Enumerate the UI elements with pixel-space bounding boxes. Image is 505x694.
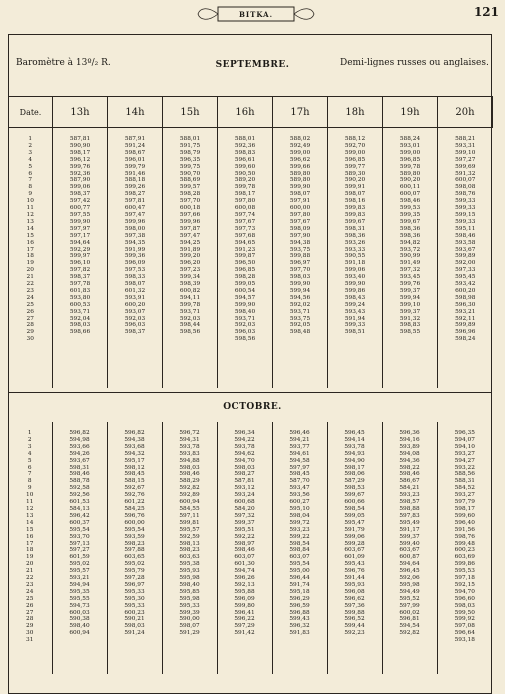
value-column: 587,81 590,90 598,17 596,12 599,76 592,36 587,90 599,06 598,37 597,42 600,77 597,55 599,90 597,97 597,17 594,64 592,29 599,97 596,10 597,82 598,37 597,78 601,83 593,80 600,53 593,71 592,04 598,03 598,66 <box>53 128 108 389</box>
page-number: 121 <box>473 5 499 19</box>
value-column: 588,02 592,49 599,00 596,62 599,66 589,80 589,80 599,90 598,07 597,91 600,00 597,80 597,67 598,09 597,90 594,38 593,75 599,88 596,97 597,70 598,03 599,90 599,94 594,56 592,02 593,71 593,75 592,05 598,48 <box>273 128 328 389</box>
hour-header: 17h <box>273 97 328 128</box>
value-column: 596,82 594,38 593,68 594,32 595,17 598,12 598,45 588,15 592,67 592,76 601,22 584,25 596,76 600,00 595,54 593,59 598,23 597,88 603,65 595,02 595,79 597,28 596,97 595,33 595,30 595,33 600,23 590,21 598,03 591,24 <box>107 422 162 674</box>
value-column: 588,12 592,70 599,00 596,85 599,77 589,30 590,20 599,91 598,07 598,16 599,83 599,83 599,67 598,31 598,36 593,26 593,33 590,55 591,18 599,06 593,40 599,90 599,86 598,43 599,24 593,43 591,94 599,33 598,51 <box>328 128 383 389</box>
value-column: 596,82 594,98 593,66 594,26 593,67 598,31 598,46 588,78 592,58 592,56 601,53 584,13 596,42 600,37 595,54 593,70 597,13 597,27 601,59 595,02 595,57 593,21 594,94 595,35 595,55 594,73 600,03 590,38 598,40 600,94 <box>52 422 107 674</box>
value-column: 588,01 591,75 598,79 596,35 599,75 590,70 588,69 599,57 598,28 597,70 600,18 597,66 599,96 597,87 597,47 594,25 591,89 599,20 596,20 597,23 599,34 598,39 600,82 594,11 599,78 593,71 592,03 598,44 598,56 <box>163 128 218 389</box>
value-column: 587,91 591,24 598,67 596,01 599,79 591,46 588,18 599,26 598,27 597,81 600,47 597,47 599,96 598,00 597,38 594,35 591,99 599,36 596,09 597,53 598,33 598,07 601,32 593,91 600,20 593,07 592,03 596,03 598,37 <box>108 128 163 389</box>
hour-header: 13h <box>53 97 108 128</box>
section-divider <box>8 392 492 393</box>
banner-title: BITKA. <box>238 10 274 19</box>
month-title: OCTOBRE. <box>223 402 282 412</box>
barometer-table <box>8 422 492 674</box>
value-column: 596,46 594,21 593,77 594,61 594,58 597,97 598,45 587,70 593,47 593,56 600,27 595,10 598,04 599,72 593,23 599,22 598,54 598,84 603,07 595,54 595,00 596,44 591,74 595,18 596,29 596,59 596,88 599,43 596,32 591,83 <box>272 422 327 674</box>
value-column: 588,24 593,01 599,00 596,85 599,78 589,80 590,20 600,11 600,07 598,46 599,53 599,35 599,67 598,36 598,36 594,82 593,72 590,99 591,49 597,32 593,45 599,76 599,37 599,94 599,10 599,37 591,32 598,83 598,55 <box>383 128 438 389</box>
value-column: 596,34 594,22 593,78 594,62 594,70 598,03 598,27 587,81 593,12 593,24 600,68 584,20 597,32 599,37 595,51 592,22 598,97 598,46 603,07 601,30 594,74 596,26 592,13 595,88 596,09 599,80 596,41 596,22 597,29 591,42 <box>217 422 272 674</box>
hour-header: 14h <box>108 97 163 128</box>
value-column: 596,36 594,16 593,89 594,08 594,36 598,22 598,46 586,67 584,21 593,23 598,57 598,88 597,83 595,49 591,17 599,37 599,40 603,67 600,87 594,64 596,45 592,06 595,98 594,49 595,52 597,99 600,02 596,81 594,54 592,82 <box>382 422 437 674</box>
hour-header: 19h <box>383 97 438 128</box>
date-column: 1 2 3 4 5 6 7 8 9 10 11 12 13 14 15 16 17 18 19 20 21 22 23 24 25 26 27 28 29 30 31 <box>26 430 34 644</box>
hour-header: 16h <box>218 97 273 128</box>
value-column: 596,45 594,14 593,78 594,93 594,90 598,17 598,06 587,29 598,53 599,67 600,66 598,54 599,05 595,47 591,79 599,06 599,28 603,67 601,09 595,43 596,76 591,44 595,93 596,08 596,62 597,36 599,88 596,52 599,44 592,23 <box>327 422 382 674</box>
date-column: 1 2 3 4 5 6 7 8 9 10 11 12 13 14 15 16 17 18 19 20 21 22 23 24 25 26 27 28 29 30 <box>26 136 34 343</box>
header-left: Baromètre à 13º/₂ R. <box>16 58 111 68</box>
date-header: Date. <box>9 97 53 128</box>
value-column: 596,35 594,07 594,10 593,27 594,27 593,22 588,56 588,31 584,52 593,27 597,79 598,17 599,60 596,40 591,56 598,76 599,48 600,23 603,69 599,86 595,53 597,18 592,15 594,70 596,60 598,03 599,50 599,92 597,08 596,64 593,18 <box>437 422 492 674</box>
value-column: 596,72 594,31 593,78 593,83 594,88 598,03 598,46 588,29 592,82 592,89 600,94 584,55 597,11 599,81 595,57 592,59 598,13 598,23 603,63 595,38 595,93 595,98 598,40 595,85 595,98 595,33 599,39 590,00 598,07 591,29 <box>162 422 217 674</box>
hour-header: 15h <box>163 97 218 128</box>
hour-header: 20h <box>438 97 493 128</box>
header-right: Demi-lignes russes ou anglaises. <box>340 58 489 68</box>
value-column: 588,21 593,31 599,10 597,27 599,69 591,32 600,07 598,08 598,76 599,33 599,33 599,15 599,33 595,11 598,46 593,58 593,67 599,89 592,00 597,33 595,45 593,42 600,20 598,98 596,30 593,21 592,11 599,89 596,96 598,24 <box>438 128 493 389</box>
value-column: 588,01 592,36 598,83 596,61 599,60 590,50 589,20 599,78 598,17 597,80 600,08 597,74 597,67 597,73 597,68 594,65 591,23 599,87 596,50 596,85 598,28 599,05 600,54 594,57 599,90 598,40 593,71 592,03 596,03 598,56 <box>218 128 273 389</box>
title-banner <box>196 2 316 28</box>
hour-header: 18h <box>328 97 383 128</box>
month-title: SEPTEMBRE. <box>215 60 290 70</box>
barometer-table <box>8 96 493 388</box>
